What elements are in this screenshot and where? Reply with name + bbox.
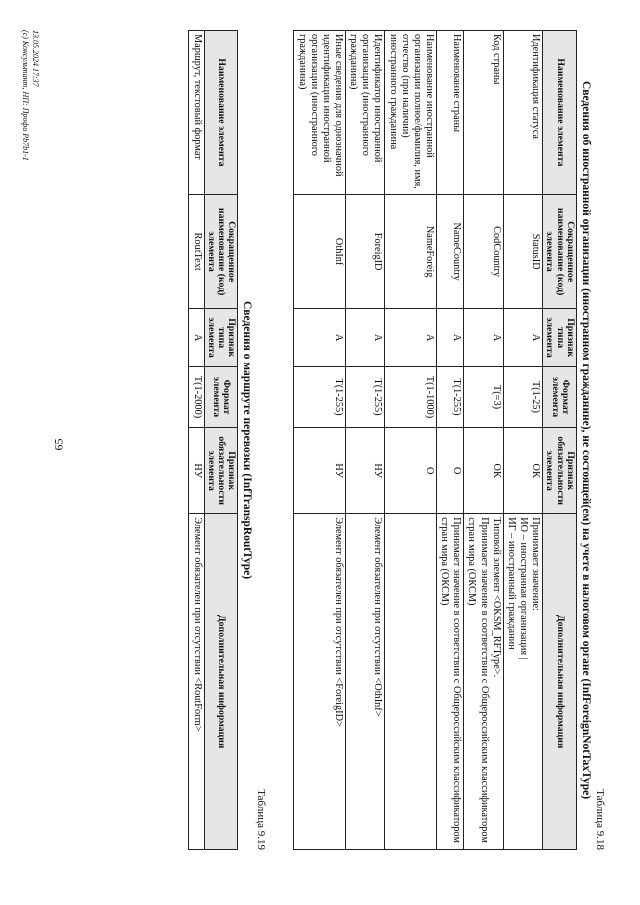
table-cell: Идентификатор иностранной организации (иностранного гражданина) <box>346 31 385 195</box>
footer-stamp <box>21 30 40 161</box>
table-cell: Маршрут, текстовый формат <box>189 31 204 195</box>
table-cell: Элемент обязателен при отсутствии <ForeigID> <box>294 514 346 850</box>
column-header: Формат элемента <box>543 366 577 427</box>
table-cell: Элемент обязателен при отсутствии <RoutForm> <box>189 514 204 850</box>
table-cell: Идентификация статуса <box>503 31 542 195</box>
table-cell: Т(1-255) <box>294 366 346 427</box>
table-row <box>503 31 542 850</box>
table-cell: А <box>385 309 437 366</box>
header-row <box>543 31 577 850</box>
table1-title: Сведения об иностранной организации (иностранном гражданине), не состоящей(ем) на учете в налоговом органе (InfForeignNotTaxType) <box>580 80 592 800</box>
stamp-source: (c) Консультант, НП: Профи Pb7b1-1 <box>21 30 31 161</box>
table-row <box>437 31 464 850</box>
column-header: Признак типа элемента <box>204 309 238 366</box>
table-cell: А <box>503 309 542 366</box>
table-cell: OthInf <box>294 194 346 309</box>
table-cell: Наименование страны <box>437 31 464 195</box>
table-row <box>464 31 503 850</box>
table-cell: Т(1-255) <box>437 366 464 427</box>
table1-caption: Таблица 9.18 <box>594 789 606 850</box>
table2-caption: Таблица 9.19 <box>255 789 268 850</box>
table-cell: NameForeig <box>385 194 437 309</box>
table-cell: ОК <box>464 428 503 514</box>
column-header: Формат элемента <box>204 366 238 427</box>
table-cell: Т(1-255) <box>346 366 385 427</box>
column-header: Признак обязательности элемента <box>204 428 238 514</box>
table-cell: Т(1-2000) <box>189 366 204 427</box>
table-cell: NameCountry <box>437 194 464 309</box>
table-cell: А <box>464 309 503 366</box>
column-header: Сокращенное наименование (код) элемента <box>543 194 577 309</box>
column-header: Признак типа элемента <box>543 309 577 366</box>
table-cell: ОК <box>503 428 542 514</box>
column-header: Дополнительная информация <box>543 514 577 850</box>
table2-title: Сведения о маршруте перевозки (InfTranspRoutType) <box>241 300 254 580</box>
column-header: Дополнительная информация <box>204 514 238 850</box>
table-cell: ForeigID <box>346 194 385 309</box>
table-cell: CodCountry <box>464 194 503 309</box>
header-row <box>204 31 238 850</box>
table1 <box>293 30 577 850</box>
table-cell: StatusID <box>503 194 542 309</box>
column-header: Наименование элемента <box>543 31 577 195</box>
column-header: Признак обязательности элемента <box>543 428 577 514</box>
table-cell: О <box>385 428 437 514</box>
table-cell: Код страны <box>464 31 503 195</box>
table-cell: Наименование иностранной организации полное/фамилия, имя, отчество (при наличии) иностранного гражданина <box>385 31 437 195</box>
table-row <box>189 31 204 850</box>
content <box>189 30 607 850</box>
table-cell: Принимает значение в соответствии с Общероссийским классификатором стран мира (ОКСМ) <box>437 514 464 850</box>
table-cell: Т(1-1000) <box>385 366 437 427</box>
table-cell: Т(1-25) <box>503 366 542 427</box>
stamp-date: 13.05.2024 17:37 <box>31 30 40 87</box>
table-cell: А <box>189 309 204 366</box>
table-cell: Типовой элемент <OKSM_RFType>. Принимает значение в соответствии с Общероссийским классификатором стран мира (ОКСМ) <box>464 514 503 850</box>
table-cell: Иные сведения для однозначной идентификации иностранной организации (иностранного гражданина) <box>294 31 346 195</box>
table-row <box>294 31 346 850</box>
table-cell: А <box>294 309 346 366</box>
table-cell: НУ <box>346 428 385 514</box>
table-cell: НУ <box>189 428 204 514</box>
table-cell: Элемент обязателен при отсутствии <OthInf> <box>346 514 385 850</box>
table-cell: Т(=3) <box>464 366 503 427</box>
table-cell: А <box>346 309 385 366</box>
column-header: Наименование элемента <box>204 31 238 195</box>
table2 <box>189 30 239 850</box>
table-cell: О <box>437 428 464 514</box>
table-cell: А <box>437 309 464 366</box>
table-row <box>385 31 437 850</box>
table-cell: RoutText <box>189 194 204 309</box>
page-number: 65 <box>51 438 66 451</box>
column-header: Сокращенное наименование (код) элемента <box>204 194 238 309</box>
table-row <box>346 31 385 850</box>
table-cell: Принимает значение: ИО – иностранная организация | ИГ – иностранный гражданин <box>503 514 542 850</box>
table-cell <box>385 514 437 850</box>
table-cell: НУ <box>294 428 346 514</box>
